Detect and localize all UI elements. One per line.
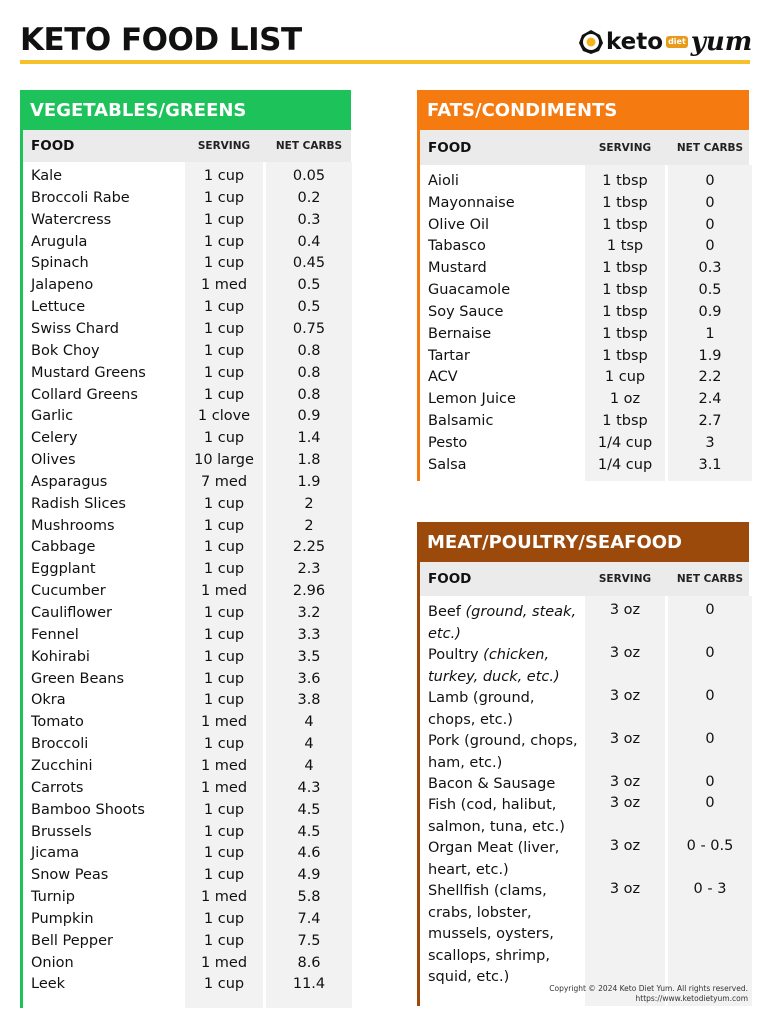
food-name: Balsamic bbox=[428, 413, 494, 430]
net-carbs-column-header: NET CARBS bbox=[676, 573, 744, 585]
food-name: Jalapeno bbox=[31, 277, 94, 294]
net-carbs-value: 5.8 bbox=[297, 889, 321, 906]
net-carbs-value: 0.5 bbox=[297, 299, 321, 316]
serving-value: 1 cup bbox=[203, 189, 245, 206]
food-name-main: Bacon & Sausage bbox=[428, 776, 556, 792]
serving-value: 1 cup bbox=[203, 910, 245, 927]
food-name bbox=[428, 602, 578, 645]
net-carbs-value: 1.9 bbox=[698, 347, 722, 364]
table-row bbox=[23, 889, 351, 911]
serving-value: 1 cup bbox=[203, 255, 245, 272]
table-row bbox=[23, 430, 351, 452]
food-name: Green Beans bbox=[31, 670, 125, 687]
serving-value: 1 cup bbox=[203, 648, 245, 665]
food-detail: (cod, halibut, salmon, tuna, etc.) bbox=[428, 797, 565, 835]
serving-value: 3 oz bbox=[609, 774, 641, 790]
food-name: Pesto bbox=[428, 434, 468, 451]
table-row bbox=[420, 304, 749, 326]
net-carbs-value: 3.8 bbox=[297, 692, 321, 709]
food-name-main: Shellfish bbox=[428, 883, 490, 899]
serving-value: 1 cup bbox=[203, 517, 245, 534]
serving-value: 7 med bbox=[200, 473, 248, 490]
net-carbs-value: 0.9 bbox=[297, 408, 321, 425]
net-carbs-value: 0.45 bbox=[292, 255, 326, 272]
serving-value: 1 cup bbox=[203, 320, 245, 337]
serving-value: 1 cup bbox=[203, 976, 245, 993]
serving-value: 1 tsp bbox=[606, 238, 644, 255]
food-name: Pumpkin bbox=[31, 910, 94, 927]
vegetables-table bbox=[20, 130, 351, 1008]
net-carbs-value: 1.8 bbox=[297, 452, 321, 469]
serving-value: 1/4 cup bbox=[597, 456, 653, 473]
table-row bbox=[420, 413, 749, 435]
table-row bbox=[23, 518, 351, 540]
food-name: Bok Choy bbox=[31, 342, 100, 359]
net-carbs-value: 0.8 bbox=[297, 364, 321, 381]
serving-value: 1 oz bbox=[609, 391, 641, 408]
egg-icon bbox=[578, 29, 604, 55]
table-row bbox=[23, 561, 351, 583]
food-name: Jicama bbox=[31, 845, 80, 862]
net-carbs-value: 0.3 bbox=[297, 211, 321, 228]
serving-value: 1 med bbox=[200, 757, 248, 774]
serving-value: 1 cup bbox=[203, 430, 245, 447]
net-carbs-value: 1.4 bbox=[297, 430, 321, 447]
table-row bbox=[23, 583, 351, 605]
net-carbs-value: 2.3 bbox=[297, 561, 321, 578]
food-name: Tabasco bbox=[428, 238, 486, 255]
food-name: Lemon Juice bbox=[428, 391, 516, 408]
food-detail: (liver, heart, etc.) bbox=[428, 840, 560, 878]
food-name: Aioli bbox=[428, 173, 459, 189]
table-row bbox=[23, 976, 351, 998]
food-name: Carrots bbox=[31, 779, 84, 796]
net-carbs-value: 1 bbox=[705, 325, 715, 342]
food-name: Okra bbox=[31, 692, 66, 709]
net-carbs-value: 4.9 bbox=[297, 867, 321, 884]
table-row bbox=[420, 282, 749, 304]
food-name: Soy Sauce bbox=[428, 303, 504, 320]
serving-value: 1 med bbox=[200, 583, 248, 600]
table-row bbox=[23, 933, 351, 955]
table-row bbox=[23, 649, 351, 671]
table-row bbox=[23, 539, 351, 561]
net-carbs-value: 0 bbox=[705, 795, 715, 811]
table-row bbox=[420, 369, 749, 391]
serving-value: 1 cup bbox=[203, 342, 245, 359]
table-row bbox=[23, 671, 351, 693]
brand-logo bbox=[578, 24, 752, 60]
food-name: Mustard Greens bbox=[31, 364, 146, 381]
food-name: Brussels bbox=[31, 823, 92, 840]
serving-value: 1 cup bbox=[203, 867, 245, 884]
serving-value: 3 oz bbox=[609, 688, 641, 704]
serving-value: 1 cup bbox=[203, 364, 245, 381]
food-name: Watercress bbox=[31, 211, 112, 228]
food-column-header: FOOD bbox=[428, 571, 472, 587]
table-row bbox=[23, 190, 351, 212]
food-detail: (ground, chops, etc.) bbox=[428, 690, 535, 728]
serving-value: 1 tbsp bbox=[602, 260, 648, 277]
net-carbs-value: 4.3 bbox=[297, 779, 321, 796]
table-row bbox=[23, 802, 351, 824]
serving-value: 3 oz bbox=[609, 838, 641, 854]
page-title: KETO FOOD LIST bbox=[20, 22, 302, 58]
food-name: Collard Greens bbox=[31, 386, 138, 403]
net-carbs-value: 0.05 bbox=[292, 168, 326, 184]
net-carbs-value: 2.25 bbox=[292, 539, 326, 556]
net-carbs-value: 3.1 bbox=[698, 456, 722, 473]
meat-section bbox=[417, 522, 749, 1006]
meat-table bbox=[417, 562, 749, 1006]
table-row bbox=[420, 260, 749, 282]
serving-value: 1 med bbox=[200, 714, 248, 731]
net-carbs-value: 0 bbox=[705, 216, 715, 233]
table-row bbox=[420, 348, 749, 370]
table-row bbox=[23, 452, 351, 474]
net-carbs-value: 1.9 bbox=[297, 473, 321, 490]
net-carbs-value: 0.3 bbox=[698, 260, 722, 277]
logo-diet-badge: diet bbox=[668, 37, 686, 46]
table-row bbox=[420, 391, 749, 413]
food-name: Mustard bbox=[428, 260, 487, 277]
serving-value: 3 oz bbox=[609, 645, 641, 661]
food-name bbox=[428, 838, 578, 881]
serving-value: 10 large bbox=[194, 452, 254, 469]
table-row bbox=[420, 173, 749, 195]
fats-table bbox=[417, 130, 749, 481]
serving-value: 3 oz bbox=[609, 881, 641, 897]
table-row bbox=[23, 758, 351, 780]
table-row bbox=[23, 277, 351, 299]
serving-value: 3 oz bbox=[609, 795, 641, 811]
serving-value: 1 tbsp bbox=[602, 173, 648, 189]
food-name: Lettuce bbox=[31, 299, 86, 316]
serving-column-header: SERVING bbox=[197, 140, 251, 152]
net-carbs-value: 7.5 bbox=[297, 932, 321, 949]
serving-value: 1 cup bbox=[604, 369, 646, 386]
footer bbox=[549, 984, 748, 1004]
serving-value: 1 med bbox=[200, 779, 248, 796]
net-carbs-value: 0 bbox=[705, 194, 715, 211]
net-carbs-value: 0 bbox=[705, 238, 715, 255]
logo-keto-text: keto bbox=[606, 29, 664, 55]
table-row bbox=[420, 326, 749, 348]
net-carbs-value: 0.5 bbox=[698, 282, 722, 299]
net-carbs-value: 8.6 bbox=[297, 954, 321, 971]
net-carbs-value: 0 bbox=[705, 688, 715, 704]
table-row bbox=[23, 845, 351, 867]
vegetables-header: VEGETABLES/GREENS bbox=[20, 90, 351, 130]
table-row bbox=[420, 435, 749, 457]
serving-value: 1 cup bbox=[203, 211, 245, 228]
net-carbs-value: 3.6 bbox=[297, 670, 321, 687]
serving-column-header: SERVING bbox=[598, 141, 652, 154]
serving-value: 1 tbsp bbox=[602, 347, 648, 364]
net-carbs-value: 4.5 bbox=[297, 801, 321, 818]
table-row bbox=[420, 217, 749, 239]
net-carbs-value: 3.3 bbox=[297, 626, 321, 643]
food-detail: (clams, crabs, lobster, mussels, oysters, scallops, shrimp, squid, etc.) bbox=[428, 883, 554, 985]
table-row bbox=[23, 408, 351, 430]
table-row bbox=[23, 911, 351, 933]
net-carbs-value: 2 bbox=[304, 517, 314, 534]
food-name: Salsa bbox=[428, 456, 467, 473]
serving-value: 1 cup bbox=[203, 539, 245, 556]
net-carbs-value: 0.9 bbox=[698, 303, 722, 320]
net-carbs-value: 0.8 bbox=[297, 342, 321, 359]
food-detail: (ground, chops, ham, etc.) bbox=[428, 733, 578, 771]
column-header-row bbox=[420, 562, 749, 596]
net-carbs-value: 3 bbox=[705, 434, 715, 451]
fats-header: FATS/CONDIMENTS bbox=[417, 90, 749, 130]
table-row bbox=[23, 474, 351, 496]
meat-header: MEAT/POULTRY/SEAFOOD bbox=[417, 522, 749, 562]
table-row bbox=[23, 321, 351, 343]
net-carbs-value: 4.5 bbox=[297, 823, 321, 840]
table-row bbox=[23, 736, 351, 758]
food-name: Kohirabi bbox=[31, 648, 90, 665]
table-row bbox=[23, 365, 351, 387]
food-name: Spinach bbox=[31, 255, 89, 272]
net-carbs-column-header: NET CARBS bbox=[676, 141, 744, 154]
serving-value: 1 cup bbox=[203, 823, 245, 840]
net-carbs-value: 2.4 bbox=[698, 391, 722, 408]
table-row bbox=[23, 496, 351, 518]
food-name: Cabbage bbox=[31, 539, 96, 556]
food-name-main: Lamb bbox=[428, 690, 469, 706]
table-row bbox=[23, 212, 351, 234]
net-carbs-value: 0.5 bbox=[297, 277, 321, 294]
table-row bbox=[23, 168, 351, 190]
food-name-main: Poultry bbox=[428, 647, 479, 663]
net-carbs-value: 11.4 bbox=[292, 976, 326, 993]
website-url: https://www.ketodietyum.com bbox=[635, 994, 748, 1003]
net-carbs-value: 2.2 bbox=[698, 369, 722, 386]
food-name bbox=[428, 881, 578, 989]
food-name: Swiss Chard bbox=[31, 320, 119, 337]
food-name: Turnip bbox=[31, 889, 75, 906]
serving-value: 1 cup bbox=[203, 168, 245, 184]
food-name bbox=[428, 774, 578, 796]
serving-value: 1 cup bbox=[203, 386, 245, 403]
serving-value: 3 oz bbox=[609, 731, 641, 747]
table-row bbox=[420, 457, 749, 479]
serving-value: 1 cup bbox=[203, 561, 245, 578]
serving-value: 1 cup bbox=[203, 736, 245, 753]
food-name: Mayonnaise bbox=[428, 194, 515, 211]
net-carbs-value: 0 bbox=[705, 173, 715, 189]
serving-value: 1/4 cup bbox=[597, 434, 653, 451]
column-header-row bbox=[420, 130, 749, 165]
net-carbs-value: 2.96 bbox=[292, 583, 326, 600]
serving-value: 1 med bbox=[200, 954, 248, 971]
table-row bbox=[23, 714, 351, 736]
table-row bbox=[420, 195, 749, 217]
food-name: Radish Slices bbox=[31, 495, 126, 512]
net-carbs-value: 4 bbox=[304, 714, 314, 731]
serving-value: 1 tbsp bbox=[602, 282, 648, 299]
net-carbs-value: 3.5 bbox=[297, 648, 321, 665]
food-name: Snow Peas bbox=[31, 867, 109, 884]
food-name-main: Fish bbox=[428, 797, 457, 813]
food-name bbox=[428, 645, 578, 688]
food-name: Broccoli bbox=[31, 736, 89, 753]
net-carbs-value: 2.7 bbox=[698, 413, 722, 430]
food-name: Fennel bbox=[31, 626, 79, 643]
net-carbs-value: 3.2 bbox=[297, 605, 321, 621]
table-row bbox=[23, 780, 351, 802]
food-name-main: Beef bbox=[428, 604, 461, 620]
net-carbs-value: 0 bbox=[705, 774, 715, 790]
serving-value: 1 cup bbox=[203, 670, 245, 687]
table-row bbox=[23, 234, 351, 256]
serving-value: 1 cup bbox=[203, 626, 245, 643]
net-carbs-column-header: NET CARBS bbox=[275, 140, 343, 152]
food-name: Tomato bbox=[31, 714, 84, 731]
table-row bbox=[23, 387, 351, 409]
serving-value: 1 cup bbox=[203, 495, 245, 512]
net-carbs-value: 0 bbox=[705, 731, 715, 747]
food-name-main: Organ Meat bbox=[428, 840, 514, 856]
table-row bbox=[420, 238, 749, 260]
food-column-header: FOOD bbox=[428, 139, 472, 156]
food-name: Cauliflower bbox=[31, 605, 113, 621]
table-row bbox=[23, 255, 351, 277]
net-carbs-value: 0.2 bbox=[297, 189, 321, 206]
food-name: Olives bbox=[31, 452, 76, 469]
food-name bbox=[428, 731, 578, 774]
food-name: Bamboo Shoots bbox=[31, 801, 145, 818]
serving-value: 3 oz bbox=[609, 602, 641, 618]
net-carbs-value: 0 - 3 bbox=[693, 881, 727, 897]
table-row bbox=[23, 343, 351, 365]
serving-value: 1 cup bbox=[203, 932, 245, 949]
food-column-header: FOOD bbox=[31, 138, 75, 154]
serving-column-header: SERVING bbox=[598, 573, 652, 585]
serving-value: 1 clove bbox=[197, 408, 251, 425]
serving-value: 1 med bbox=[200, 889, 248, 906]
title-underline bbox=[20, 60, 750, 64]
copyright-text: Copyright © 2024 Keto Diet Yum. All rights reserved. bbox=[549, 984, 748, 993]
serving-value: 1 cup bbox=[203, 845, 245, 862]
serving-value: 1 tbsp bbox=[602, 325, 648, 342]
net-carbs-value: 0 - 0.5 bbox=[686, 838, 734, 854]
food-name: Onion bbox=[31, 954, 74, 971]
food-name: Zucchini bbox=[31, 757, 93, 774]
table-row bbox=[23, 867, 351, 889]
food-name bbox=[428, 688, 578, 731]
food-name: Olive Oil bbox=[428, 216, 490, 233]
net-carbs-value: 2 bbox=[304, 495, 314, 512]
logo-yum-text: yum bbox=[690, 27, 753, 57]
food-name: Tartar bbox=[428, 347, 470, 364]
table-row bbox=[23, 627, 351, 649]
food-name-main: Pork bbox=[428, 733, 460, 749]
serving-value: 1 cup bbox=[203, 692, 245, 709]
food-name: Asparagus bbox=[31, 473, 108, 490]
food-name bbox=[428, 795, 578, 838]
food-name: Mushrooms bbox=[31, 517, 115, 534]
food-name: Broccoli Rabe bbox=[31, 189, 130, 206]
fats-section bbox=[417, 90, 749, 481]
net-carbs-value: 0.8 bbox=[297, 386, 321, 403]
net-carbs-value: 0 bbox=[705, 645, 715, 661]
food-name: Eggplant bbox=[31, 561, 96, 578]
table-row bbox=[23, 692, 351, 714]
food-name: Cucumber bbox=[31, 583, 106, 600]
net-carbs-value: 4.6 bbox=[297, 845, 321, 862]
column-header-row bbox=[23, 130, 351, 162]
food-name: Kale bbox=[31, 168, 63, 184]
net-carbs-value: 0.75 bbox=[292, 320, 326, 337]
table-row bbox=[23, 299, 351, 321]
food-name: Arugula bbox=[31, 233, 88, 250]
food-detail: (ground, steak, etc.) bbox=[428, 604, 577, 642]
vegetables-section bbox=[20, 90, 351, 1008]
serving-value: 1 cup bbox=[203, 233, 245, 250]
net-carbs-value: 4 bbox=[304, 736, 314, 753]
serving-value: 1 med bbox=[200, 277, 248, 294]
serving-value: 1 cup bbox=[203, 605, 245, 621]
food-name: Bell Pepper bbox=[31, 932, 113, 949]
serving-value: 1 cup bbox=[203, 801, 245, 818]
serving-value: 1 tbsp bbox=[602, 303, 648, 320]
food-name: Garlic bbox=[31, 408, 74, 425]
food-name: Celery bbox=[31, 430, 78, 447]
serving-value: 1 tbsp bbox=[602, 216, 648, 233]
serving-value: 1 cup bbox=[203, 299, 245, 316]
table-row bbox=[23, 605, 351, 627]
net-carbs-value: 4 bbox=[304, 757, 314, 774]
food-name: Guacamole bbox=[428, 282, 511, 299]
food-name: Leek bbox=[31, 976, 66, 993]
food-name: Bernaise bbox=[428, 325, 492, 342]
net-carbs-value: 0 bbox=[705, 602, 715, 618]
food-name: ACV bbox=[428, 369, 458, 386]
table-row bbox=[23, 824, 351, 846]
table-row bbox=[23, 955, 351, 977]
net-carbs-value: 0.4 bbox=[297, 233, 321, 250]
serving-value: 1 tbsp bbox=[602, 194, 648, 211]
net-carbs-value: 7.4 bbox=[297, 910, 321, 927]
food-detail: (chicken, turkey, duck, etc.) bbox=[428, 647, 560, 685]
serving-value: 1 tbsp bbox=[602, 413, 648, 430]
